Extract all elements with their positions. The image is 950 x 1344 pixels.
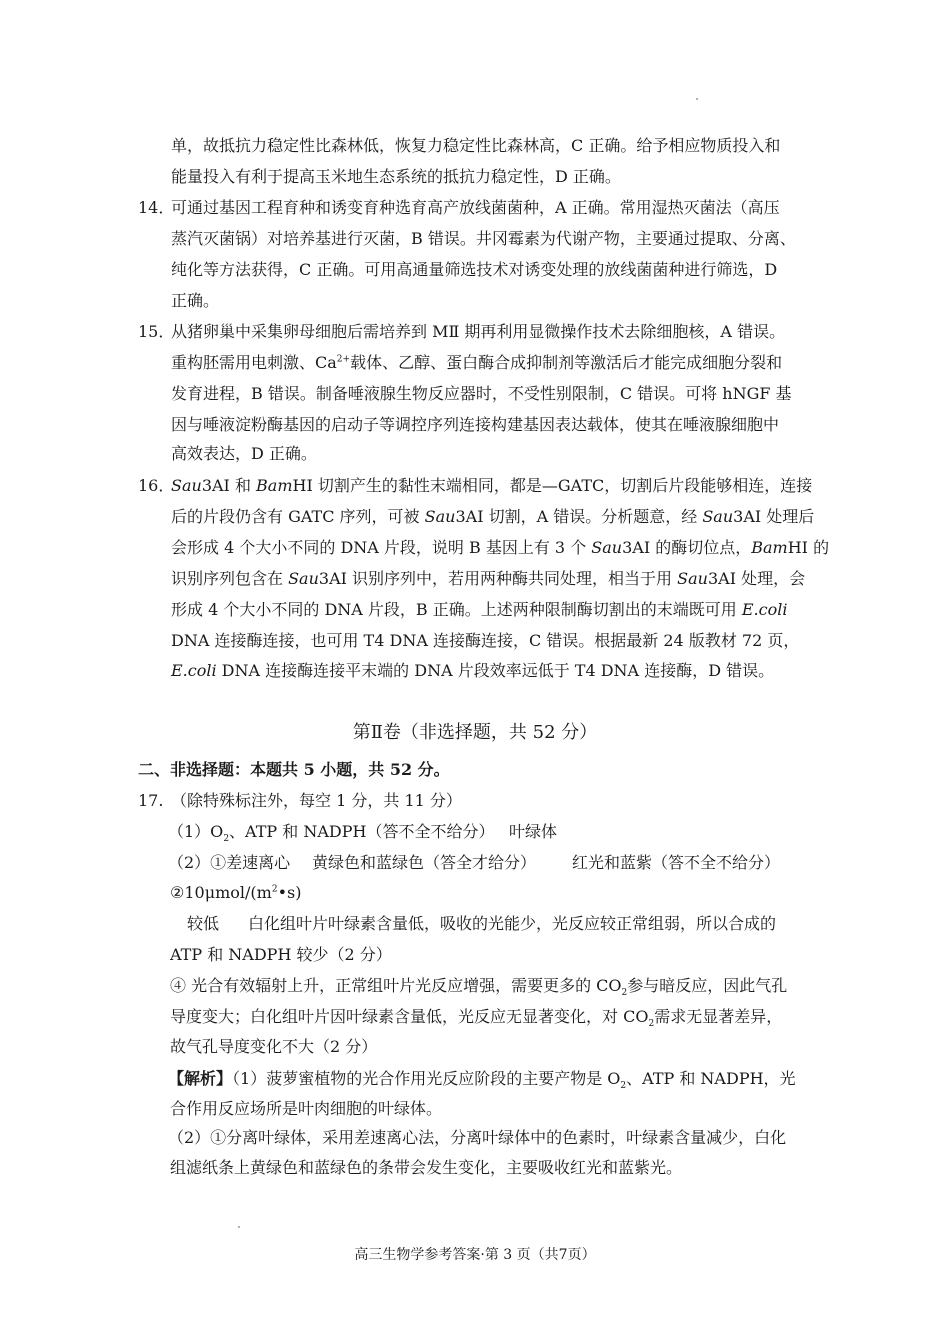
unit-superscript: 2 [271,884,278,895]
q16-line-2-a: 后的片段仍含有 GATC 序列，可被 [171,507,425,526]
q16-line-2-c: 3AI 处理后 [733,507,815,526]
q17-answer-4-b: 白化组叶片叶绿素含量低，吸收的光能少，光反应较正常组弱，所以合成的 [248,914,777,933]
q17-number: 17. [138,791,164,810]
q15-number: 15． [138,322,175,341]
page-footer: 高三生物学参考答案·第 3 页（共7页） [354,1247,596,1263]
q17-answer-6 [170,975,787,997]
q14-line-3: 纯化等方法获得，C 正确。可用高通量筛选技术对诱变处理的放线菌菌种进行筛选，D [171,260,778,279]
q17-answer-1-a: （1）O [168,822,224,841]
q17-answer-6-b: 参与暗反应，因此气孔 [627,976,788,995]
enzyme-bam: Bam [256,476,293,495]
q16-line-3 [171,537,829,559]
enzyme-bam: Bam [751,538,788,557]
q16-number: 16． [138,476,175,495]
q17-answer-3-b: •s) [277,883,302,902]
q16-line-6: DNA 连接酶连接，也可用 T4 DNA 连接酶连接，C 错误。根据最新 24 版教材 72 页， [171,631,800,650]
analysis-label: 【解析】 [168,1069,233,1088]
q13-line-1: 单，故抵抗力稳定性比森林低，恢复力稳定性比森林高，C 正确。给予相应物质投入和 [171,136,781,155]
co2-subscript: 2 [648,1019,655,1030]
q15-line-2 [171,352,782,374]
enzyme-sau: Sau [171,476,202,495]
enzyme-sau: Sau [591,538,623,557]
q16-line-4-c: 3AI 处理，会 [707,569,806,588]
q17-answer-1-c: 叶绿体 [509,822,558,841]
q16-line-3-c: HI 的 [787,538,830,557]
q16-line-3-b: 3AI 的酶切位点， [622,538,752,557]
q14-line-2: 蒸汽灭菌锅）对培养基进行灭菌，B 错误。井冈霉素为代谢产物，主要通过提取、分离、 [171,229,796,248]
organism-ecoli: E.coli [171,661,217,680]
q16-line-1-b: HI 切割产生的黏性末端相同，都是—GATC，切割后片段能够相连，连接 [292,476,813,495]
q17-answer-4-a: 较低 [187,914,220,933]
enzyme-sau: Sau [288,569,319,588]
o2-subscript: 2 [223,834,230,845]
q17-explanation-4: 组滤纸条上黄绿色和蓝绿色的条带会发生变化，主要吸收红光和蓝紫光。 [170,1158,683,1177]
q16-line-2 [171,506,814,528]
q17-answer-2-a: （2）①差速离心 [168,853,291,872]
organism-ecoli: E.coli [741,600,788,619]
q15-line-5: 高效表达，D 正确。 [171,444,317,463]
o2-subscript: 2 [620,1081,627,1092]
section-heading: 二、非选择题：本题共 5 小题，共 52 分。 [138,760,450,779]
q16-line-1-a: 3AI 和 [201,476,257,495]
enzyme-sau: Sau [424,507,456,526]
q17-explanation-1 [168,1068,796,1090]
q16-line-5-a: 形成 4 个大小不同的 DNA 片段，B 正确。上述两种限制酶切割出的末端既可用 [171,600,742,619]
q17-answer-8: 故气孔导度变化不大（2 分） [170,1037,378,1056]
q15-line-1: 从猪卵巢中采集卵母细胞后需培养到 MⅡ 期再利用显微操作技术去除细胞核，A 错误。 [171,322,786,341]
q17-answer-7-a: 导度变大；白化组叶片因叶绿素含量低，光反应无显著变化，对 CO [170,1007,649,1026]
enzyme-sau: Sau [702,507,734,526]
q16-line-3-a: 会形成 4 个大小不同的 DNA 片段，说明 B 基因上有 3 个 [171,538,592,557]
q17-answer-7-b: 需求无显著差异， [654,1007,783,1026]
q16-line-5 [171,599,787,621]
q14-line-4: 正确。 [171,291,220,310]
q15-line-4: 因与唾液淀粉酶基因的启动子等调控序列连接构建基因表达载体，使其在唾液腺细胞中 [171,415,780,434]
q17-answer-6-a: ④ 光合有效辐射上升，正常组叶片光反应增强，需要更多的 CO [170,976,622,995]
q15-line-2-a: 重构胚需用电刺激、Ca [171,353,337,372]
scan-mark-top [696,98,698,100]
q13-line-2: 能量投入有利于提高玉米地生态系统的抵抗力稳定性，D 正确。 [171,167,621,186]
q16-line-7-a: DNA 连接酶连接平末端的 DNA 片段效率远低于 T4 DNA 连接酶，D 错误。 [216,661,775,680]
section-title: 第Ⅱ卷（非选择题，共 52 分） [352,722,598,743]
q17-explanation-1-b: 、ATP 和 NADPH，光 [626,1069,796,1088]
q17-answer-3-a: ②10μmol/(m [170,883,272,902]
q17-header: （除特殊标注外，每空 1 分，共 11 分） [171,791,462,810]
q16-line-2-b: 3AI 切割，A 错误。分析题意，经 [455,507,703,526]
q16-line-1 [171,475,812,497]
q14-number: 14． [138,198,175,217]
scan-mark-bottom [238,1226,240,1228]
q14-line-1: 可通过基因工程育种和诱变育种选育高产放线菌菌种，A 正确。常用湿热灭菌法（高压 [171,198,780,217]
q17-explanation-3: （2）①分离叶绿体，采用差速离心法，分离叶绿体中的色素时，叶绿素含量减少，白化 [168,1128,787,1147]
q17-answer-7 [170,1006,782,1028]
q16-line-7 [171,660,774,682]
q17-answer-1-b: 、ATP 和 NADPH（答不全不给分） [229,822,495,841]
q17-explanation-2: 合作用反应场所是叶肉细胞的叶绿体。 [170,1099,443,1118]
q17-answer-5: ATP 和 NADPH 较少（2 分） [170,945,392,964]
co2-subscript: 2 [621,988,628,999]
q17-answer-2-b: 黄绿色和蓝绿色（答全才给分） [312,853,537,872]
q17-answer-3 [170,882,301,904]
q15-line-3: 发育进程，B 错误。制备唾液腺生物反应器时，不受性别限制，C 错误。可将 hNGF 基 [171,384,792,403]
calcium-charge: 2+ [336,354,351,365]
q16-line-4-a: 识别序列包含在 [171,569,289,588]
q17-answer-1 [168,821,494,843]
q17-answer-2-c: 红光和蓝紫（答不全不给分） [572,853,781,872]
q17-explanation-1-a: （1）菠萝蜜植物的光合作用光反应阶段的主要产物是 O [232,1069,621,1088]
q16-line-4 [171,568,805,590]
q16-line-4-b: 3AI 识别序列中，若用两种酶共同处理，相当于用 [318,569,678,588]
q15-line-2-b: 载体、乙醇、蛋白酶合成抑制剂等激活后才能完成细胞分裂和 [350,353,783,372]
enzyme-sau: Sau [677,569,708,588]
